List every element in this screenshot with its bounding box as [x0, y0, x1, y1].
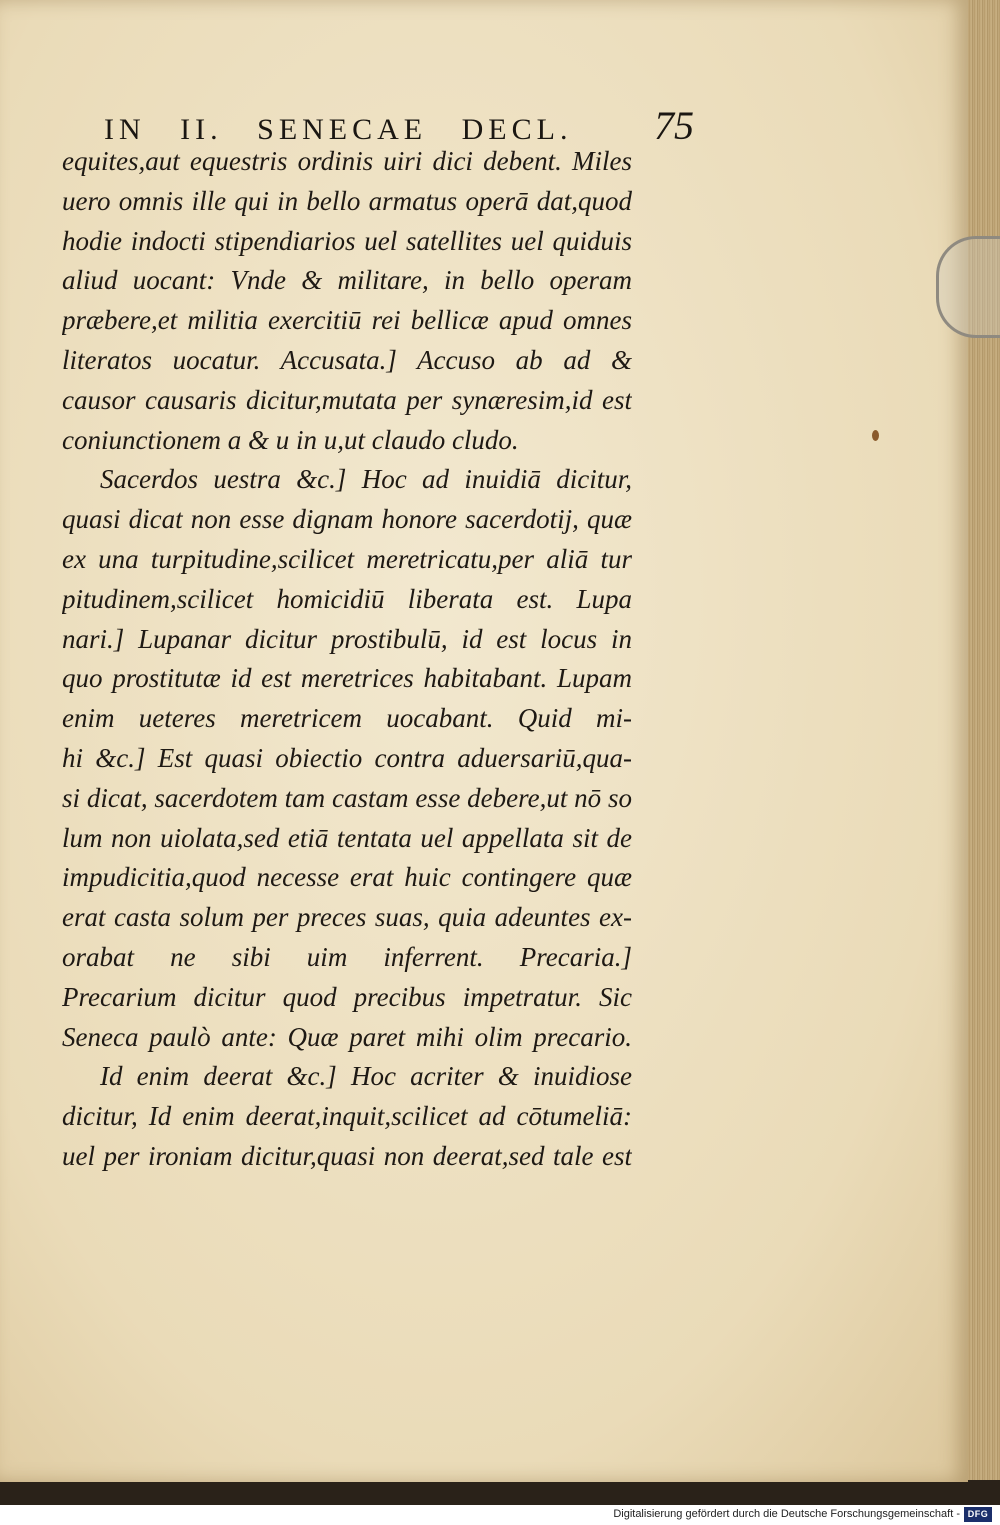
- text-line: impudicitia,quod necesse erat huic contingere quæ: [62, 862, 632, 893]
- page-number: 75: [654, 103, 694, 148]
- text-line: orabat ne sibi uim inferrent. Precaria.]: [62, 941, 632, 972]
- commentary-text: [62, 142, 632, 1177]
- text-line: dicitur, Id enim deerat,inquit,scilicet ad cōtumeliā:: [62, 1101, 632, 1132]
- text-line: uel per ironiam dicitur,quasi non deerat,sed tale est: [62, 1140, 632, 1171]
- running-title: IN II. SENECAE DECL.: [104, 113, 573, 146]
- text-line: equites,aut equestris ordinis uiri dici debent. Miles: [62, 146, 632, 176]
- text-line: Seneca paulò ante: Quæ paret mihi olim precario.: [62, 1021, 632, 1052]
- dfg-logo-icon: DFG: [964, 1507, 992, 1522]
- text-line: præbere,et militia exercitiū rei bellicæ apud omnes: [62, 305, 632, 336]
- digitization-footer: [0, 1505, 1000, 1525]
- text-line: lum non uiolata,sed etiā tentata uel appellata sit de: [62, 822, 632, 853]
- text-line: enim ueteres meretricem uocabant. Quid mi-: [62, 703, 632, 734]
- text-line: quo prostitutæ id est meretrices habitabant. Lupam: [62, 663, 632, 694]
- text-line: hi &c.] Est quasi obiectio contra aduersariū,qua-: [62, 742, 632, 773]
- text-line: aliud uocant: Vnde & militare, in bello operam: [62, 265, 632, 296]
- text-line: erat casta solum per preces suas, quia adeuntes ex-: [62, 902, 632, 933]
- page-clip: [936, 236, 1000, 338]
- text-line: coniunctionem a & u in u,ut claudo cludo.: [62, 424, 519, 455]
- ink-stain: [872, 430, 879, 441]
- text-line: ex una turpitudine,scilicet meretricatu,per aliā tur: [62, 543, 632, 574]
- text-line: causor causaris dicitur,mutata per synæresim,id est: [62, 384, 632, 415]
- text-line: Sacerdos uestra &c.] Hoc ad inuidiā dicitur,: [100, 464, 632, 495]
- text-line: Id enim deerat &c.] Hoc acriter & inuidiose: [100, 1061, 632, 1092]
- text-line: literatos uocatur. Accusata.] Accuso ab ad &: [62, 344, 632, 375]
- text-line: Precarium dicitur quod precibus impetratur. Sic: [62, 981, 632, 1012]
- text-line: hodie indocti stipendiarios uel satellites uel quiduis: [62, 225, 632, 256]
- funding-credit: Digitalisierung gefördert durch die Deutsche Forschungsgemeinschaft -: [613, 1508, 960, 1520]
- text-line: uero omnis ille qui in bello armatus operā dat,quod: [62, 185, 632, 216]
- text-line: quasi dicat non esse dignam honore sacerdotij, quæ: [62, 504, 632, 535]
- text-line: si dicat, sacerdotem tam castam esse debere,ut nō so: [62, 782, 632, 813]
- text-line: nari.] Lupanar dicitur prostibulū, id est locus in: [62, 623, 632, 654]
- text-line: pitudinem,scilicet homicidiū liberata est. Lupa: [62, 583, 632, 614]
